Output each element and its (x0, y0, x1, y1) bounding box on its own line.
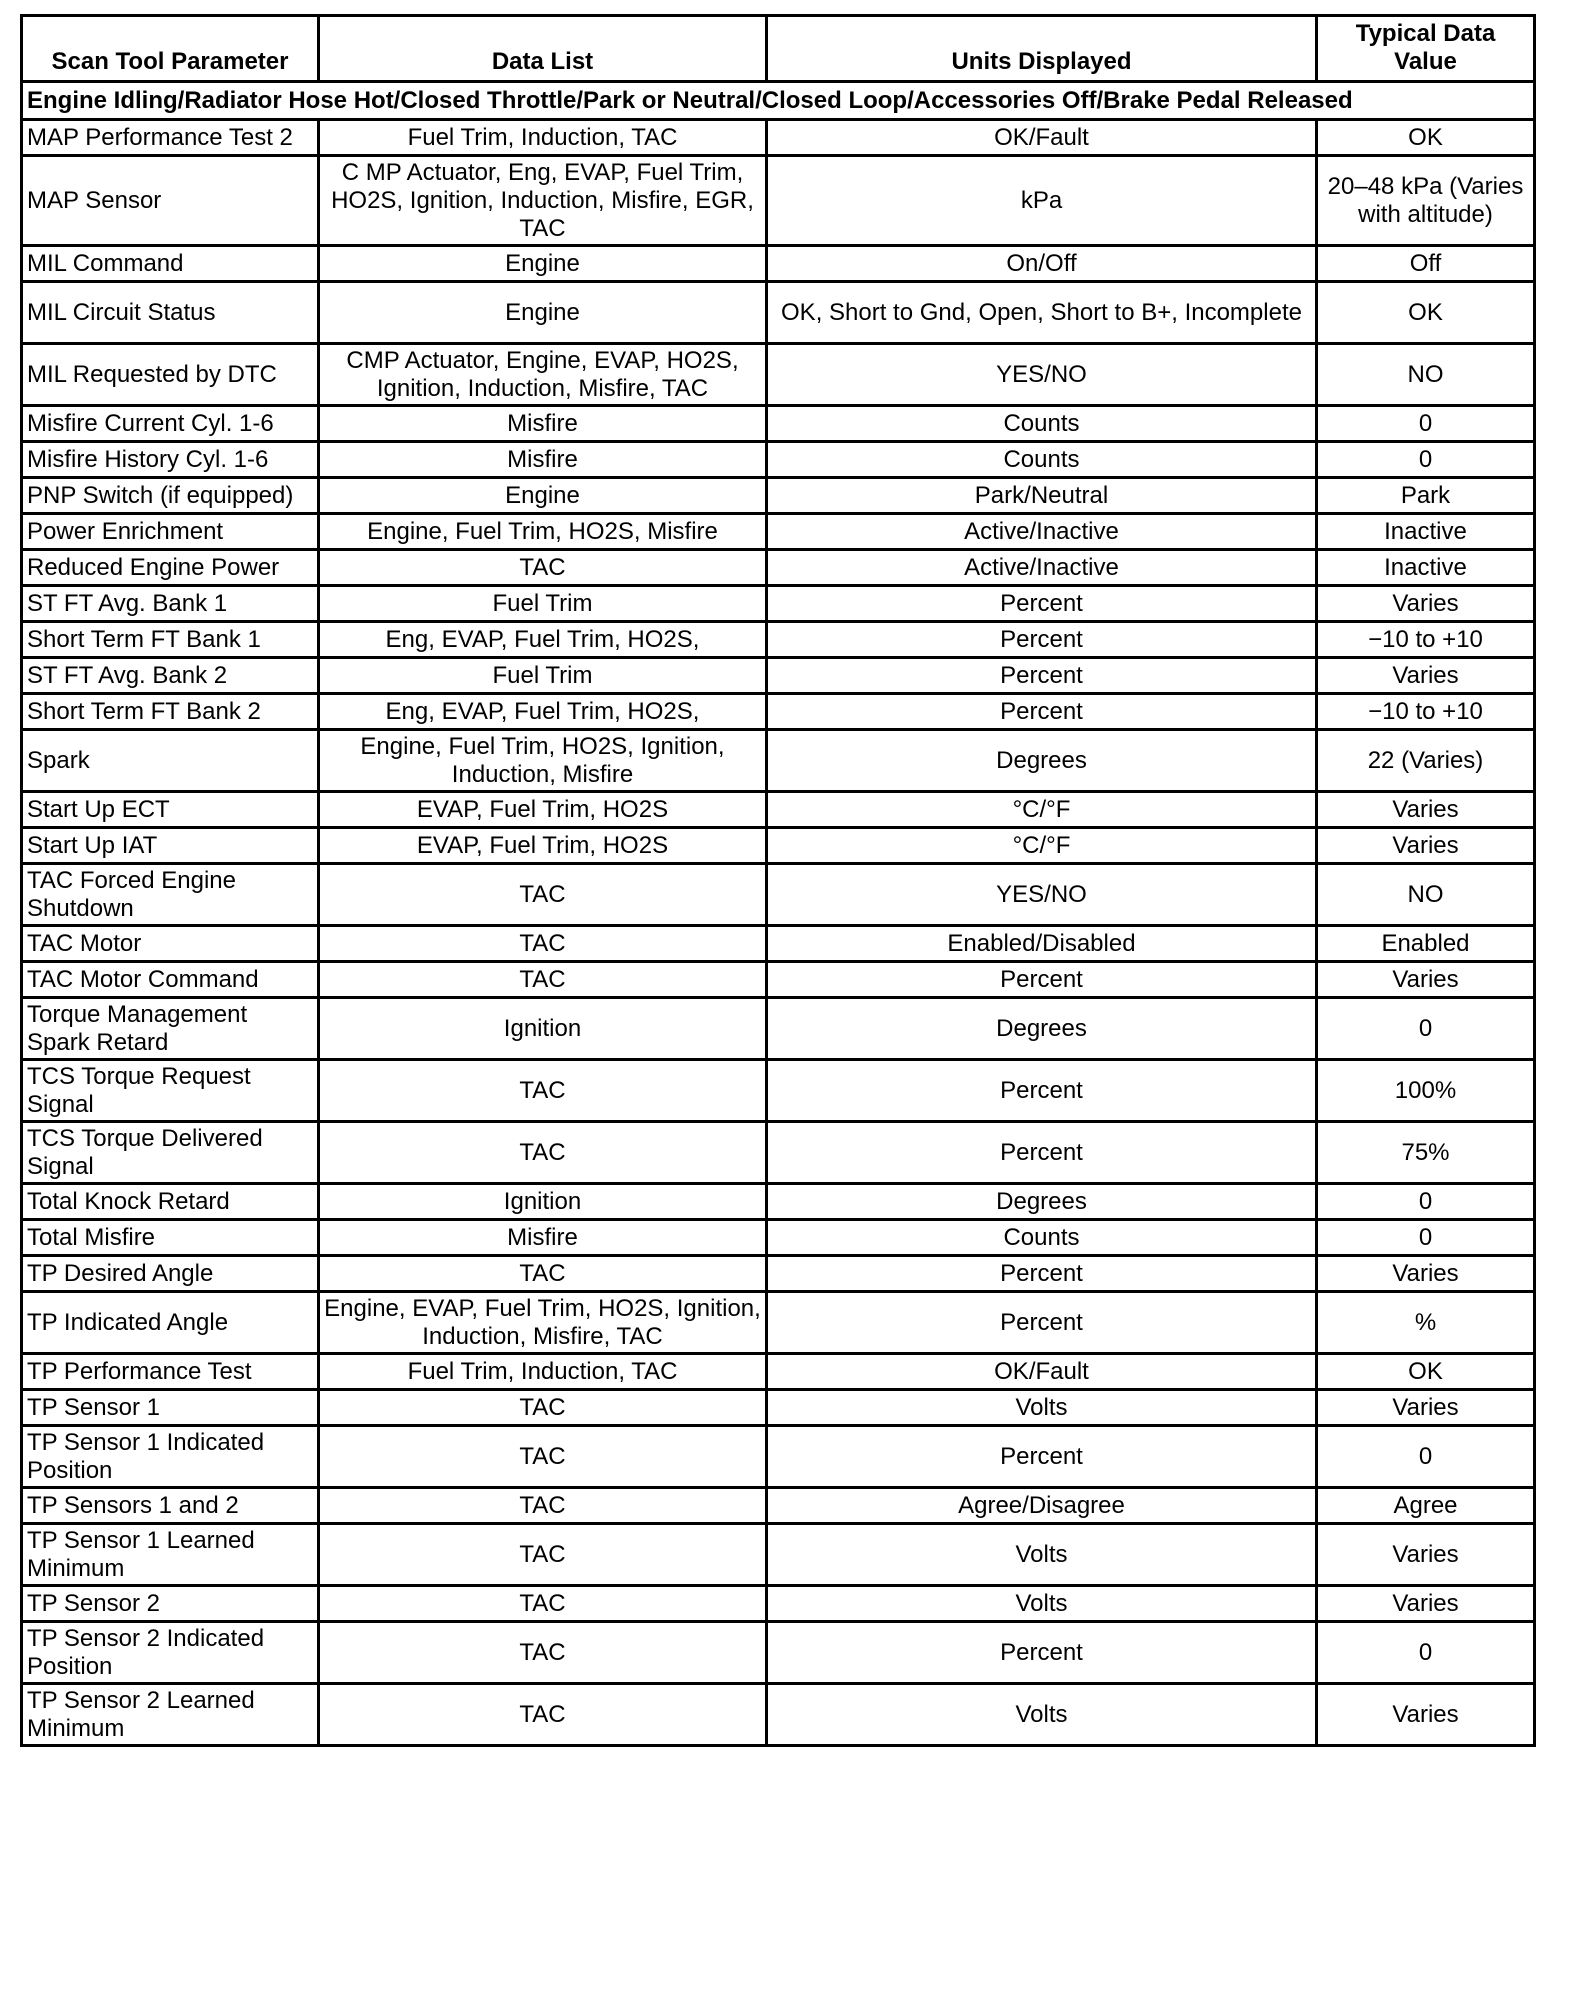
table-row (22, 730, 1535, 792)
cell-typical-value: Off (1317, 246, 1535, 282)
cell-parameter: Reduced Engine Power (22, 550, 319, 586)
cell-data-list: TAC (319, 1060, 767, 1122)
table-row (22, 962, 1535, 998)
table-row (22, 1220, 1535, 1256)
cell-units: OK/Fault (767, 120, 1317, 156)
cell-units: Degrees (767, 730, 1317, 792)
cell-data-list: TAC (319, 1524, 767, 1586)
cell-typical-value: 20–48 kPa (Varies with altitude) (1317, 156, 1535, 246)
cell-units: YES/NO (767, 864, 1317, 926)
cell-data-list: Misfire (319, 442, 767, 478)
cell-parameter: Short Term FT Bank 2 (22, 694, 319, 730)
cell-units: Percent (767, 1060, 1317, 1122)
cell-units: Counts (767, 1220, 1317, 1256)
cell-data-list: Fuel Trim (319, 586, 767, 622)
header-units-displayed: Units Displayed (767, 16, 1317, 82)
cell-typical-value: NO (1317, 864, 1535, 926)
cell-data-list: TAC (319, 1622, 767, 1684)
cell-parameter: TP Desired Angle (22, 1256, 319, 1292)
cell-typical-value: Varies (1317, 586, 1535, 622)
cell-units: OK/Fault (767, 1354, 1317, 1390)
table-row (22, 998, 1535, 1060)
cell-parameter: ST FT Avg. Bank 2 (22, 658, 319, 694)
table-row (22, 622, 1535, 658)
table-row (22, 926, 1535, 962)
cell-typical-value: 0 (1317, 998, 1535, 1060)
cell-units: Counts (767, 406, 1317, 442)
table-row (22, 120, 1535, 156)
cell-parameter: TAC Motor (22, 926, 319, 962)
table-row (22, 1122, 1535, 1184)
table-row (22, 344, 1535, 406)
cell-data-list: Ignition (319, 998, 767, 1060)
cell-data-list: CMP Actuator, Engine, EVAP, HO2S, Ignition, Induction, Misfire, TAC (319, 344, 767, 406)
table-row (22, 1256, 1535, 1292)
cell-parameter: TCS Torque Request Signal (22, 1060, 319, 1122)
cell-parameter: MAP Sensor (22, 156, 319, 246)
cell-parameter: TCS Torque Delivered Signal (22, 1122, 319, 1184)
cell-units: Volts (767, 1684, 1317, 1746)
table-row (22, 586, 1535, 622)
cell-parameter: TP Sensor 1 (22, 1390, 319, 1426)
cell-data-list: Engine (319, 246, 767, 282)
table-row (22, 1684, 1535, 1746)
header-scan-tool-parameter: Scan Tool Parameter (22, 16, 319, 82)
cell-data-list: TAC (319, 864, 767, 926)
cell-data-list: Misfire (319, 1220, 767, 1256)
cell-typical-value: Varies (1317, 658, 1535, 694)
cell-data-list: TAC (319, 550, 767, 586)
table-row (22, 406, 1535, 442)
cell-parameter: TP Performance Test (22, 1354, 319, 1390)
cell-units: °C/°F (767, 792, 1317, 828)
cell-data-list: Misfire (319, 406, 767, 442)
cell-parameter: TP Indicated Angle (22, 1292, 319, 1354)
cell-units: Percent (767, 1256, 1317, 1292)
cell-data-list: Ignition (319, 1184, 767, 1220)
cell-data-list: EVAP, Fuel Trim, HO2S (319, 828, 767, 864)
cell-typical-value: 0 (1317, 1622, 1535, 1684)
table-row (22, 1390, 1535, 1426)
table-row (22, 478, 1535, 514)
cell-units: Percent (767, 622, 1317, 658)
cell-typical-value: NO (1317, 344, 1535, 406)
cell-typical-value: Park (1317, 478, 1535, 514)
cell-units: Counts (767, 442, 1317, 478)
cell-parameter: TP Sensor 2 Indicated Position (22, 1622, 319, 1684)
header-typical-data-value: Typical Data Value (1317, 16, 1535, 82)
table-row (22, 1622, 1535, 1684)
table-row (22, 792, 1535, 828)
cell-units: On/Off (767, 246, 1317, 282)
table-row (22, 246, 1535, 282)
cell-units: Percent (767, 1622, 1317, 1684)
cell-units: Volts (767, 1524, 1317, 1586)
cell-units: Enabled/Disabled (767, 926, 1317, 962)
cell-data-list: Engine (319, 282, 767, 344)
cell-typical-value: 0 (1317, 406, 1535, 442)
table-row (22, 1524, 1535, 1586)
cell-parameter: Misfire Current Cyl. 1-6 (22, 406, 319, 442)
cell-typical-value: Varies (1317, 1586, 1535, 1622)
cell-units: Volts (767, 1586, 1317, 1622)
cell-parameter: TP Sensor 2 (22, 1586, 319, 1622)
cell-typical-value: Enabled (1317, 926, 1535, 962)
table-row (22, 828, 1535, 864)
cell-typical-value: Varies (1317, 1390, 1535, 1426)
cell-data-list: Engine, EVAP, Fuel Trim, HO2S, Ignition, Induction, Misfire, TAC (319, 1292, 767, 1354)
cell-units: OK, Short to Gnd, Open, Short to B+, Incomplete (767, 282, 1317, 344)
cell-parameter: Total Knock Retard (22, 1184, 319, 1220)
cell-units: Agree/Disagree (767, 1488, 1317, 1524)
cell-data-list: Engine, Fuel Trim, HO2S, Misfire (319, 514, 767, 550)
cell-typical-value: Varies (1317, 828, 1535, 864)
cell-data-list: TAC (319, 1684, 767, 1746)
cell-typical-value: 0 (1317, 1184, 1535, 1220)
cell-typical-value: 75% (1317, 1122, 1535, 1184)
table-row (22, 1292, 1535, 1354)
cell-parameter: MIL Command (22, 246, 319, 282)
cell-data-list: TAC (319, 1390, 767, 1426)
cell-data-list: Eng, EVAP, Fuel Trim, HO2S, (319, 694, 767, 730)
cell-data-list: Fuel Trim, Induction, TAC (319, 120, 767, 156)
cell-units: Percent (767, 658, 1317, 694)
cell-typical-value: Agree (1317, 1488, 1535, 1524)
cell-typical-value: 0 (1317, 442, 1535, 478)
table-row (22, 156, 1535, 246)
scan-tool-data-table (20, 14, 1536, 1747)
table-row (22, 1060, 1535, 1122)
cell-data-list: TAC (319, 962, 767, 998)
cell-parameter: TP Sensor 2 Learned Minimum (22, 1684, 319, 1746)
cell-units: Percent (767, 1292, 1317, 1354)
table-row (22, 1354, 1535, 1390)
cell-parameter: TAC Motor Command (22, 962, 319, 998)
cell-parameter: Start Up IAT (22, 828, 319, 864)
cell-units: Active/Inactive (767, 514, 1317, 550)
cell-typical-value: Varies (1317, 792, 1535, 828)
table-row (22, 442, 1535, 478)
header-data-list: Data List (319, 16, 767, 82)
cell-parameter: MIL Requested by DTC (22, 344, 319, 406)
cell-typical-value: OK (1317, 1354, 1535, 1390)
cell-parameter: Spark (22, 730, 319, 792)
cell-units: Percent (767, 1122, 1317, 1184)
cell-data-list: Fuel Trim, Induction, TAC (319, 1354, 767, 1390)
cell-parameter: TP Sensors 1 and 2 (22, 1488, 319, 1524)
section-title: Engine Idling/Radiator Hose Hot/Closed Throttle/Park or Neutral/Closed Loop/Accessories Off/Brake Pedal Released (22, 82, 1535, 120)
cell-data-list: EVAP, Fuel Trim, HO2S (319, 792, 767, 828)
cell-data-list: Fuel Trim (319, 658, 767, 694)
cell-parameter: ST FT Avg. Bank 1 (22, 586, 319, 622)
cell-data-list: Engine (319, 478, 767, 514)
cell-data-list: C MP Actuator, Eng, EVAP, Fuel Trim, HO2S, Ignition, Induction, Misfire, EGR, TAC (319, 156, 767, 246)
table-row (22, 864, 1535, 926)
table-row (22, 694, 1535, 730)
cell-data-list: TAC (319, 1122, 767, 1184)
header-row (22, 16, 1535, 82)
cell-typical-value: Varies (1317, 962, 1535, 998)
cell-parameter: TAC Forced Engine Shutdown (22, 864, 319, 926)
table-row (22, 1426, 1535, 1488)
section-row (22, 82, 1535, 120)
cell-typical-value: Varies (1317, 1684, 1535, 1746)
table-row (22, 1488, 1535, 1524)
cell-data-list: TAC (319, 1488, 767, 1524)
cell-units: Volts (767, 1390, 1317, 1426)
cell-units: Percent (767, 694, 1317, 730)
cell-data-list: Eng, EVAP, Fuel Trim, HO2S, (319, 622, 767, 658)
cell-parameter: Short Term FT Bank 1 (22, 622, 319, 658)
cell-units: °C/°F (767, 828, 1317, 864)
cell-parameter: Power Enrichment (22, 514, 319, 550)
cell-units: kPa (767, 156, 1317, 246)
cell-typical-value: Varies (1317, 1524, 1535, 1586)
table-row (22, 550, 1535, 586)
cell-data-list: TAC (319, 1256, 767, 1292)
cell-typical-value: OK (1317, 120, 1535, 156)
cell-typical-value: 0 (1317, 1426, 1535, 1488)
cell-parameter: Misfire History Cyl. 1-6 (22, 442, 319, 478)
table-row (22, 1586, 1535, 1622)
cell-typical-value: Inactive (1317, 550, 1535, 586)
cell-parameter: PNP Switch (if equipped) (22, 478, 319, 514)
cell-data-list: TAC (319, 1586, 767, 1622)
cell-units: Park/Neutral (767, 478, 1317, 514)
cell-parameter: MIL Circuit Status (22, 282, 319, 344)
cell-units: Percent (767, 1426, 1317, 1488)
cell-units: Degrees (767, 1184, 1317, 1220)
cell-parameter: TP Sensor 1 Indicated Position (22, 1426, 319, 1488)
table-row (22, 1184, 1535, 1220)
cell-parameter: Start Up ECT (22, 792, 319, 828)
cell-typical-value: Varies (1317, 1256, 1535, 1292)
table-row (22, 282, 1535, 344)
table-row (22, 658, 1535, 694)
cell-data-list: TAC (319, 926, 767, 962)
table-row (22, 514, 1535, 550)
cell-data-list: Engine, Fuel Trim, HO2S, Ignition, Induction, Misfire (319, 730, 767, 792)
cell-typical-value: 100% (1317, 1060, 1535, 1122)
cell-units: Percent (767, 586, 1317, 622)
cell-typical-value: OK (1317, 282, 1535, 344)
cell-typical-value: −10 to +10 (1317, 622, 1535, 658)
cell-parameter: TP Sensor 1 Learned Minimum (22, 1524, 319, 1586)
cell-units: YES/NO (767, 344, 1317, 406)
cell-typical-value: 0 (1317, 1220, 1535, 1256)
cell-typical-value: 22 (Varies) (1317, 730, 1535, 792)
cell-units: Percent (767, 962, 1317, 998)
cell-units: Degrees (767, 998, 1317, 1060)
cell-parameter: MAP Performance Test 2 (22, 120, 319, 156)
cell-parameter: Torque Management Spark Retard (22, 998, 319, 1060)
cell-data-list: TAC (319, 1426, 767, 1488)
cell-typical-value: −10 to +10 (1317, 694, 1535, 730)
cell-typical-value: % (1317, 1292, 1535, 1354)
cell-parameter: Total Misfire (22, 1220, 319, 1256)
cell-units: Active/Inactive (767, 550, 1317, 586)
cell-typical-value: Inactive (1317, 514, 1535, 550)
